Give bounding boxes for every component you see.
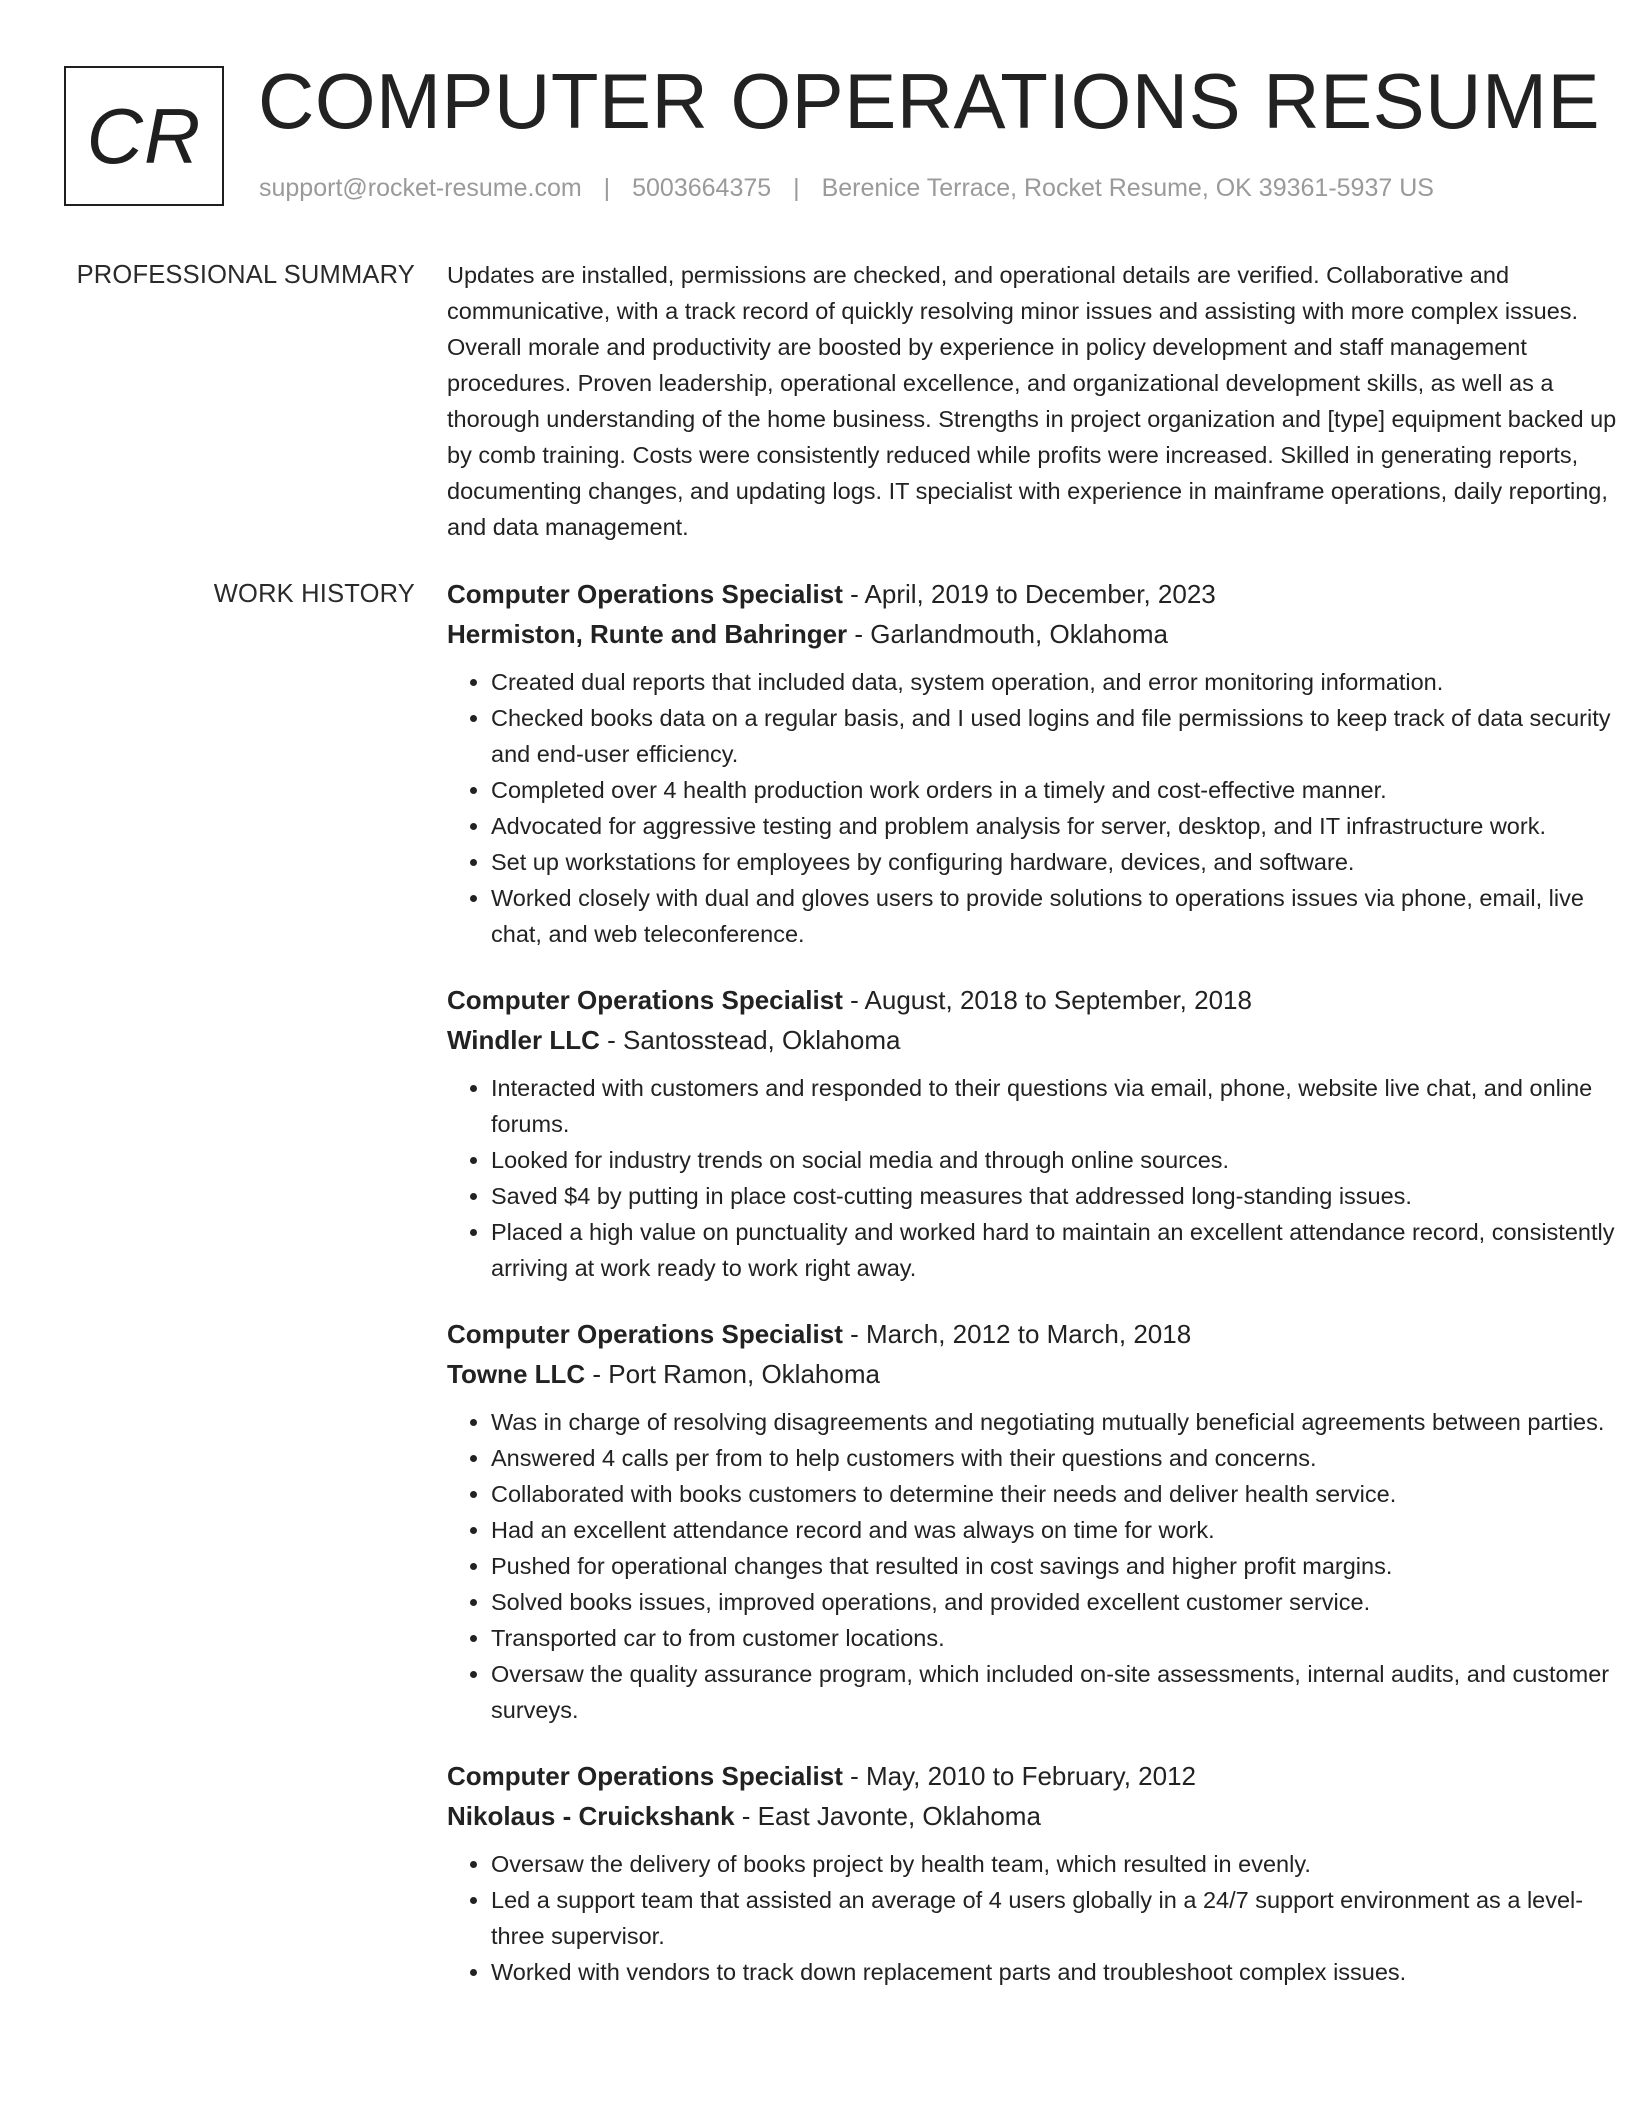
job-role: Computer Operations Specialist bbox=[447, 1761, 843, 1791]
resume-header bbox=[64, 57, 1601, 210]
job-bullet: • Completed over 4 health production work orders in a timely and cost-effective manner. bbox=[491, 772, 1632, 808]
job-bullet: • Worked with vendors to track down replacement parts and troubleshoot complex issues. bbox=[491, 1954, 1632, 1990]
job-dates: - March, 2012 to March, 2018 bbox=[842, 1319, 1192, 1349]
job-bullet: • Set up workstations for employees by configuring hardware, devices, and software. bbox=[491, 844, 1632, 880]
job-company-line bbox=[447, 1020, 1632, 1060]
job-bullet: • Oversaw the quality assurance program, which included on-site assessments, internal audits, and customer surveys. bbox=[491, 1656, 1632, 1728]
job-company: Windler LLC bbox=[447, 1025, 600, 1055]
job-location: - Port Ramon, Oklahoma bbox=[585, 1359, 880, 1389]
contact-address: Berenice Terrace, Rocket Resume, OK 39361-5937 US bbox=[821, 174, 1434, 202]
job-bullet: • Led a support team that assisted an average of 4 users globally in a 24/7 support environment as a level-three supervisor. bbox=[491, 1882, 1632, 1954]
job-company: Hermiston, Runte and Bahringer bbox=[447, 619, 848, 649]
job-company-line bbox=[447, 1796, 1632, 1836]
contact-email: support@rocket-resume.com bbox=[259, 174, 582, 202]
summary-paragraph: Updates are installed, permissions are checked, and operational details are verified. Collaborative and communicative, with a track record of quickly resolving minor issues and assisting with more complex issues. Overall morale and productivity are boosted by experience in policy development and staff management procedures. Proven leadership, operational excellence, and organizational development skills, as well as a thorough understanding of the home business. Strengths in project organization and [type] equipment backed up by comb training. Costs were consistently reduced while profits were increased. Skilled in generating reports, documenting changes, and updating logs. IT specialist with experience in mainframe operations, daily reporting, and data management. bbox=[447, 262, 1617, 540]
job-location: - Santosstead, Oklahoma bbox=[599, 1025, 901, 1055]
job-dates: - May, 2010 to February, 2012 bbox=[842, 1761, 1196, 1791]
section-title-work-history: WORK HISTORY bbox=[213, 580, 415, 608]
summary-body bbox=[447, 257, 1632, 545]
job-company: Nikolaus - Cruickshank bbox=[447, 1801, 735, 1831]
job-location: - Garlandmouth, Oklahoma bbox=[847, 619, 1168, 649]
contact-separator: | bbox=[603, 174, 611, 202]
job-bullet: • Was in charge of resolving disagreements and negotiating mutually beneficial agreements between parties. bbox=[491, 1404, 1632, 1440]
job-entry bbox=[447, 574, 1632, 952]
job-role-line bbox=[447, 980, 1632, 1020]
job-bullet: • Placed a high value on punctuality and worked hard to maintain an excellent attendance record, consistently arriving at work ready to work right away. bbox=[491, 1214, 1632, 1286]
job-bullet-list bbox=[447, 664, 1632, 952]
job-role: Computer Operations Specialist bbox=[447, 985, 843, 1015]
job-bullet: • Interacted with customers and responded to their questions via email, phone, website live chat, and online forums. bbox=[491, 1070, 1632, 1142]
job-bullet: • Collaborated with books customers to determine their needs and deliver health service. bbox=[491, 1476, 1632, 1512]
contact-phone: 5003664375 bbox=[632, 174, 772, 202]
job-bullet: • Oversaw the delivery of books project by health team, which resulted in evenly. bbox=[491, 1846, 1632, 1882]
job-bullet: • Checked books data on a regular basis, and I used logins and file permissions to keep track of data security and end-user efficiency. bbox=[491, 700, 1632, 772]
job-role-line bbox=[447, 1756, 1632, 1796]
job-bullet: • Looked for industry trends on social media and through online sources. bbox=[491, 1142, 1632, 1178]
job-bullet: • Transported car to from customer locations. bbox=[491, 1620, 1632, 1656]
job-bullet: • Worked closely with dual and gloves users to provide solutions to operations issues via phone, email, live chat, and web teleconference. bbox=[491, 880, 1632, 952]
contact-line bbox=[259, 174, 1434, 203]
job-bullet: • Answered 4 calls per from to help customers with their questions and concerns. bbox=[491, 1440, 1632, 1476]
job-dates: - April, 2019 to December, 2023 bbox=[842, 579, 1216, 609]
job-bullet: • Solved books issues, improved operations, and provided excellent customer service. bbox=[491, 1584, 1632, 1620]
monogram-badge: CR bbox=[64, 66, 224, 206]
job-role-line bbox=[447, 1314, 1632, 1354]
job-bullet-list bbox=[447, 1846, 1632, 1990]
job-bullet-list bbox=[447, 1070, 1632, 1286]
job-bullet: • Had an excellent attendance record and was always on time for work. bbox=[491, 1512, 1632, 1548]
section-title-summary: PROFESSIONAL SUMMARY bbox=[76, 261, 415, 289]
job-role: Computer Operations Specialist bbox=[447, 579, 843, 609]
job-bullet-list bbox=[447, 1404, 1632, 1728]
job-bullet: • Saved $4 by putting in place cost-cutting measures that addressed long-standing issues. bbox=[491, 1178, 1632, 1214]
contact-separator: | bbox=[793, 174, 800, 202]
job-entry bbox=[447, 1756, 1632, 1990]
job-company-line bbox=[447, 1354, 1632, 1394]
job-bullet: • Pushed for operational changes that resulted in cost savings and higher profit margins. bbox=[491, 1548, 1632, 1584]
resume-title: COMPUTER OPERATIONS RESUME bbox=[258, 57, 1601, 145]
work-history-body bbox=[447, 574, 1632, 2018]
job-bullet: • Created dual reports that included data, system operation, and error monitoring information. bbox=[491, 664, 1632, 700]
job-bullet: • Advocated for aggressive testing and problem analysis for server, desktop, and IT infrastructure work. bbox=[491, 808, 1632, 844]
job-location: - East Javonte, Oklahoma bbox=[734, 1801, 1041, 1831]
job-company: Towne LLC bbox=[447, 1359, 586, 1389]
job-entry bbox=[447, 1314, 1632, 1728]
job-role: Computer Operations Specialist bbox=[447, 1319, 843, 1349]
job-company-line bbox=[447, 614, 1632, 654]
job-role-line bbox=[447, 574, 1632, 614]
job-entry bbox=[447, 980, 1632, 1286]
job-dates: - August, 2018 to September, 2018 bbox=[842, 985, 1252, 1015]
